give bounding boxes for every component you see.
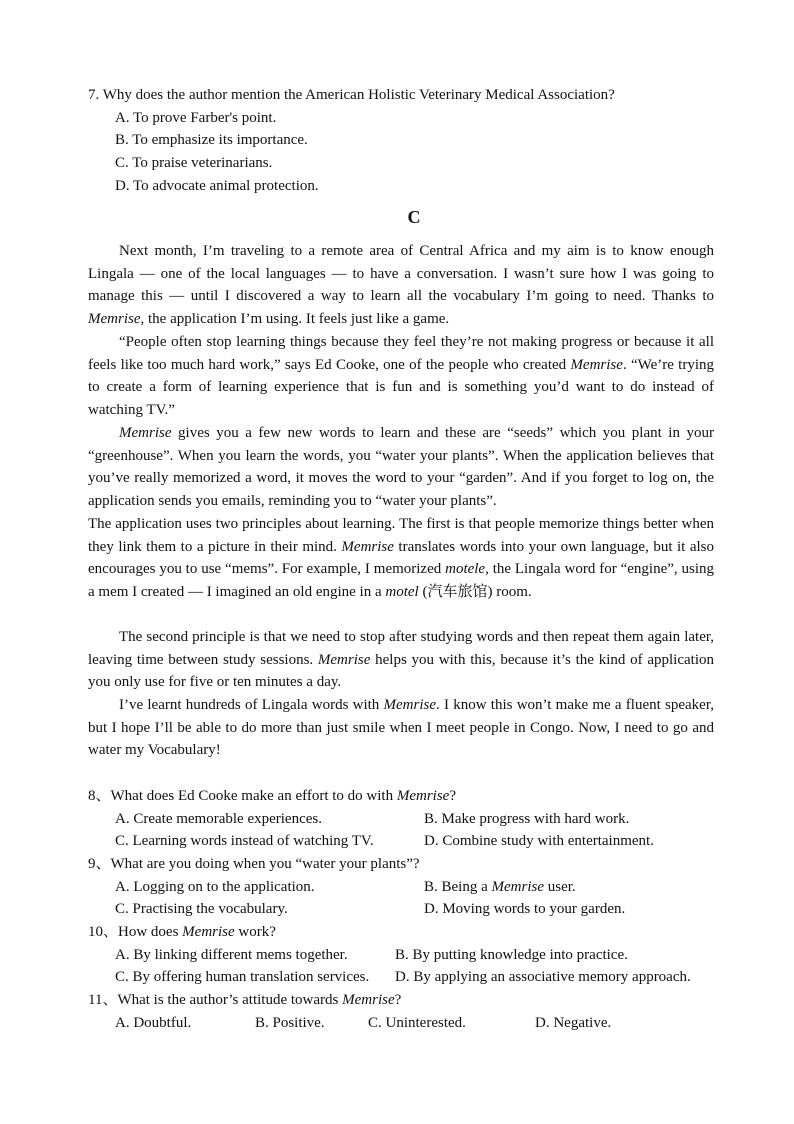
lingala-word: motele — [445, 561, 486, 578]
app-name: Memrise — [341, 538, 394, 555]
question-7-stem: 7. Why does the author mention the American Holistic Veterinary Medical Association? — [88, 87, 615, 103]
q11-option-d: D. Negative. — [535, 1015, 612, 1031]
passage-paragraph-6: I’ve learnt hundreds of Lingala words with Memrise. I know this won’t make me a fluent speaker, but I hope I’ll be able to do more than just smile when I meet people in Congo. Now, I need to go and water my Vocabulary! — [88, 697, 714, 759]
q7-option-b: B. To emphasize its importance. — [115, 132, 308, 148]
q11-option-c: C. Uninterested. — [368, 1015, 466, 1031]
q8-option-c: C. Learning words instead of watching TV. — [115, 833, 374, 849]
q9-option-c: C. Practising the vocabulary. — [115, 901, 288, 917]
q9-option-b: B. Being a Memrise user. — [424, 879, 576, 895]
app-name: Memrise — [119, 425, 172, 441]
question-11-stem: 11、What is the author’s attitude towards Memrise? — [88, 992, 402, 1008]
app-name: Memrise — [383, 697, 437, 713]
question-10-stem: 10、How does Memrise work? — [88, 924, 276, 940]
motel-word: motel — [385, 584, 419, 601]
q7-option-a: A. To prove Farber's point. — [115, 110, 277, 126]
q7-option-d: D. To advocate animal protection. — [115, 178, 319, 194]
q10-option-a: A. By linking different mems together. — [115, 947, 348, 963]
q11-option-b: B. Positive. — [255, 1015, 325, 1031]
q10-option-c: C. By offering human translation services. — [115, 969, 370, 985]
passage-paragraph-4: The application uses two principles about learning. The first is that people memorize things better when they link them to a picture in their mind. Memrise translates words into your own language, but it also encourages you to use “mems”. For example, I memorized motele, the Lingala word for “engine”, using a mem I created — I imagined an old engine in a motel (汽车旅馆) room. — [88, 516, 714, 601]
passage-paragraph-1: Next month, I’m traveling to a remote area of Central Africa and my aim is to know enough Lingala — one of the local languages — to have a conversation. I wasn’t sure how I was going to manage this — until I discovered a way to learn all the vocabulary I’m going to need. Thanks to Memrise, the application I’m using. It feels just like a game. — [88, 243, 714, 328]
q9-option-a: A. Logging on to the application. — [115, 879, 315, 895]
q8-option-d: D. Combine study with entertainment. — [424, 833, 654, 849]
q10-option-d: D. By applying an associative memory approach. — [395, 969, 691, 985]
passage-paragraph-3: Memrise gives you a few new words to learn and these are “seeds” which you plant in your “greenhouse”. When you learn the words, you “water your plants”. When the application believes that you’ve really memorized a word, it moves the word to your “garden”. And if you forget to log on, the application sends you emails, reminding you to “water your plants”. — [88, 425, 714, 510]
passage-paragraph-2: “People often stop learning things because they feel they’re not making progress or because it all feels like too much hard work,” says Ed Cooke, one of the people who created Memrise. “We’re trying to create a form of learning experience that is fun and is something you’d want to do instead of watching TV.” — [88, 334, 715, 419]
question-9-stem: 9、What are you doing when you “water your plants”? — [88, 856, 420, 872]
question-8-stem: 8、What does Ed Cooke make an effort to do with Memrise? — [88, 788, 456, 804]
q7-option-c: C. To praise veterinarians. — [115, 155, 273, 171]
q9-option-d: D. Moving words to your garden. — [424, 901, 626, 917]
app-name: Memrise — [317, 651, 371, 668]
q11-option-a: A. Doubtful. — [115, 1015, 192, 1031]
app-name: Memrise — [570, 356, 623, 373]
q8-option-b: B. Make progress with hard work. — [424, 811, 630, 827]
app-name: Memrise — [88, 311, 141, 328]
section-title: C — [407, 207, 421, 227]
q8-option-a: A. Create memorable experiences. — [115, 811, 322, 827]
passage-paragraph-5: The second principle is that we need to stop after studying words and then repeat them again later, leaving time between study sessions. Memrise helps you with this, because it’s the kind of application you only use for five or ten minutes a day. — [88, 629, 714, 691]
q10-option-b: B. By putting knowledge into practice. — [395, 947, 628, 963]
